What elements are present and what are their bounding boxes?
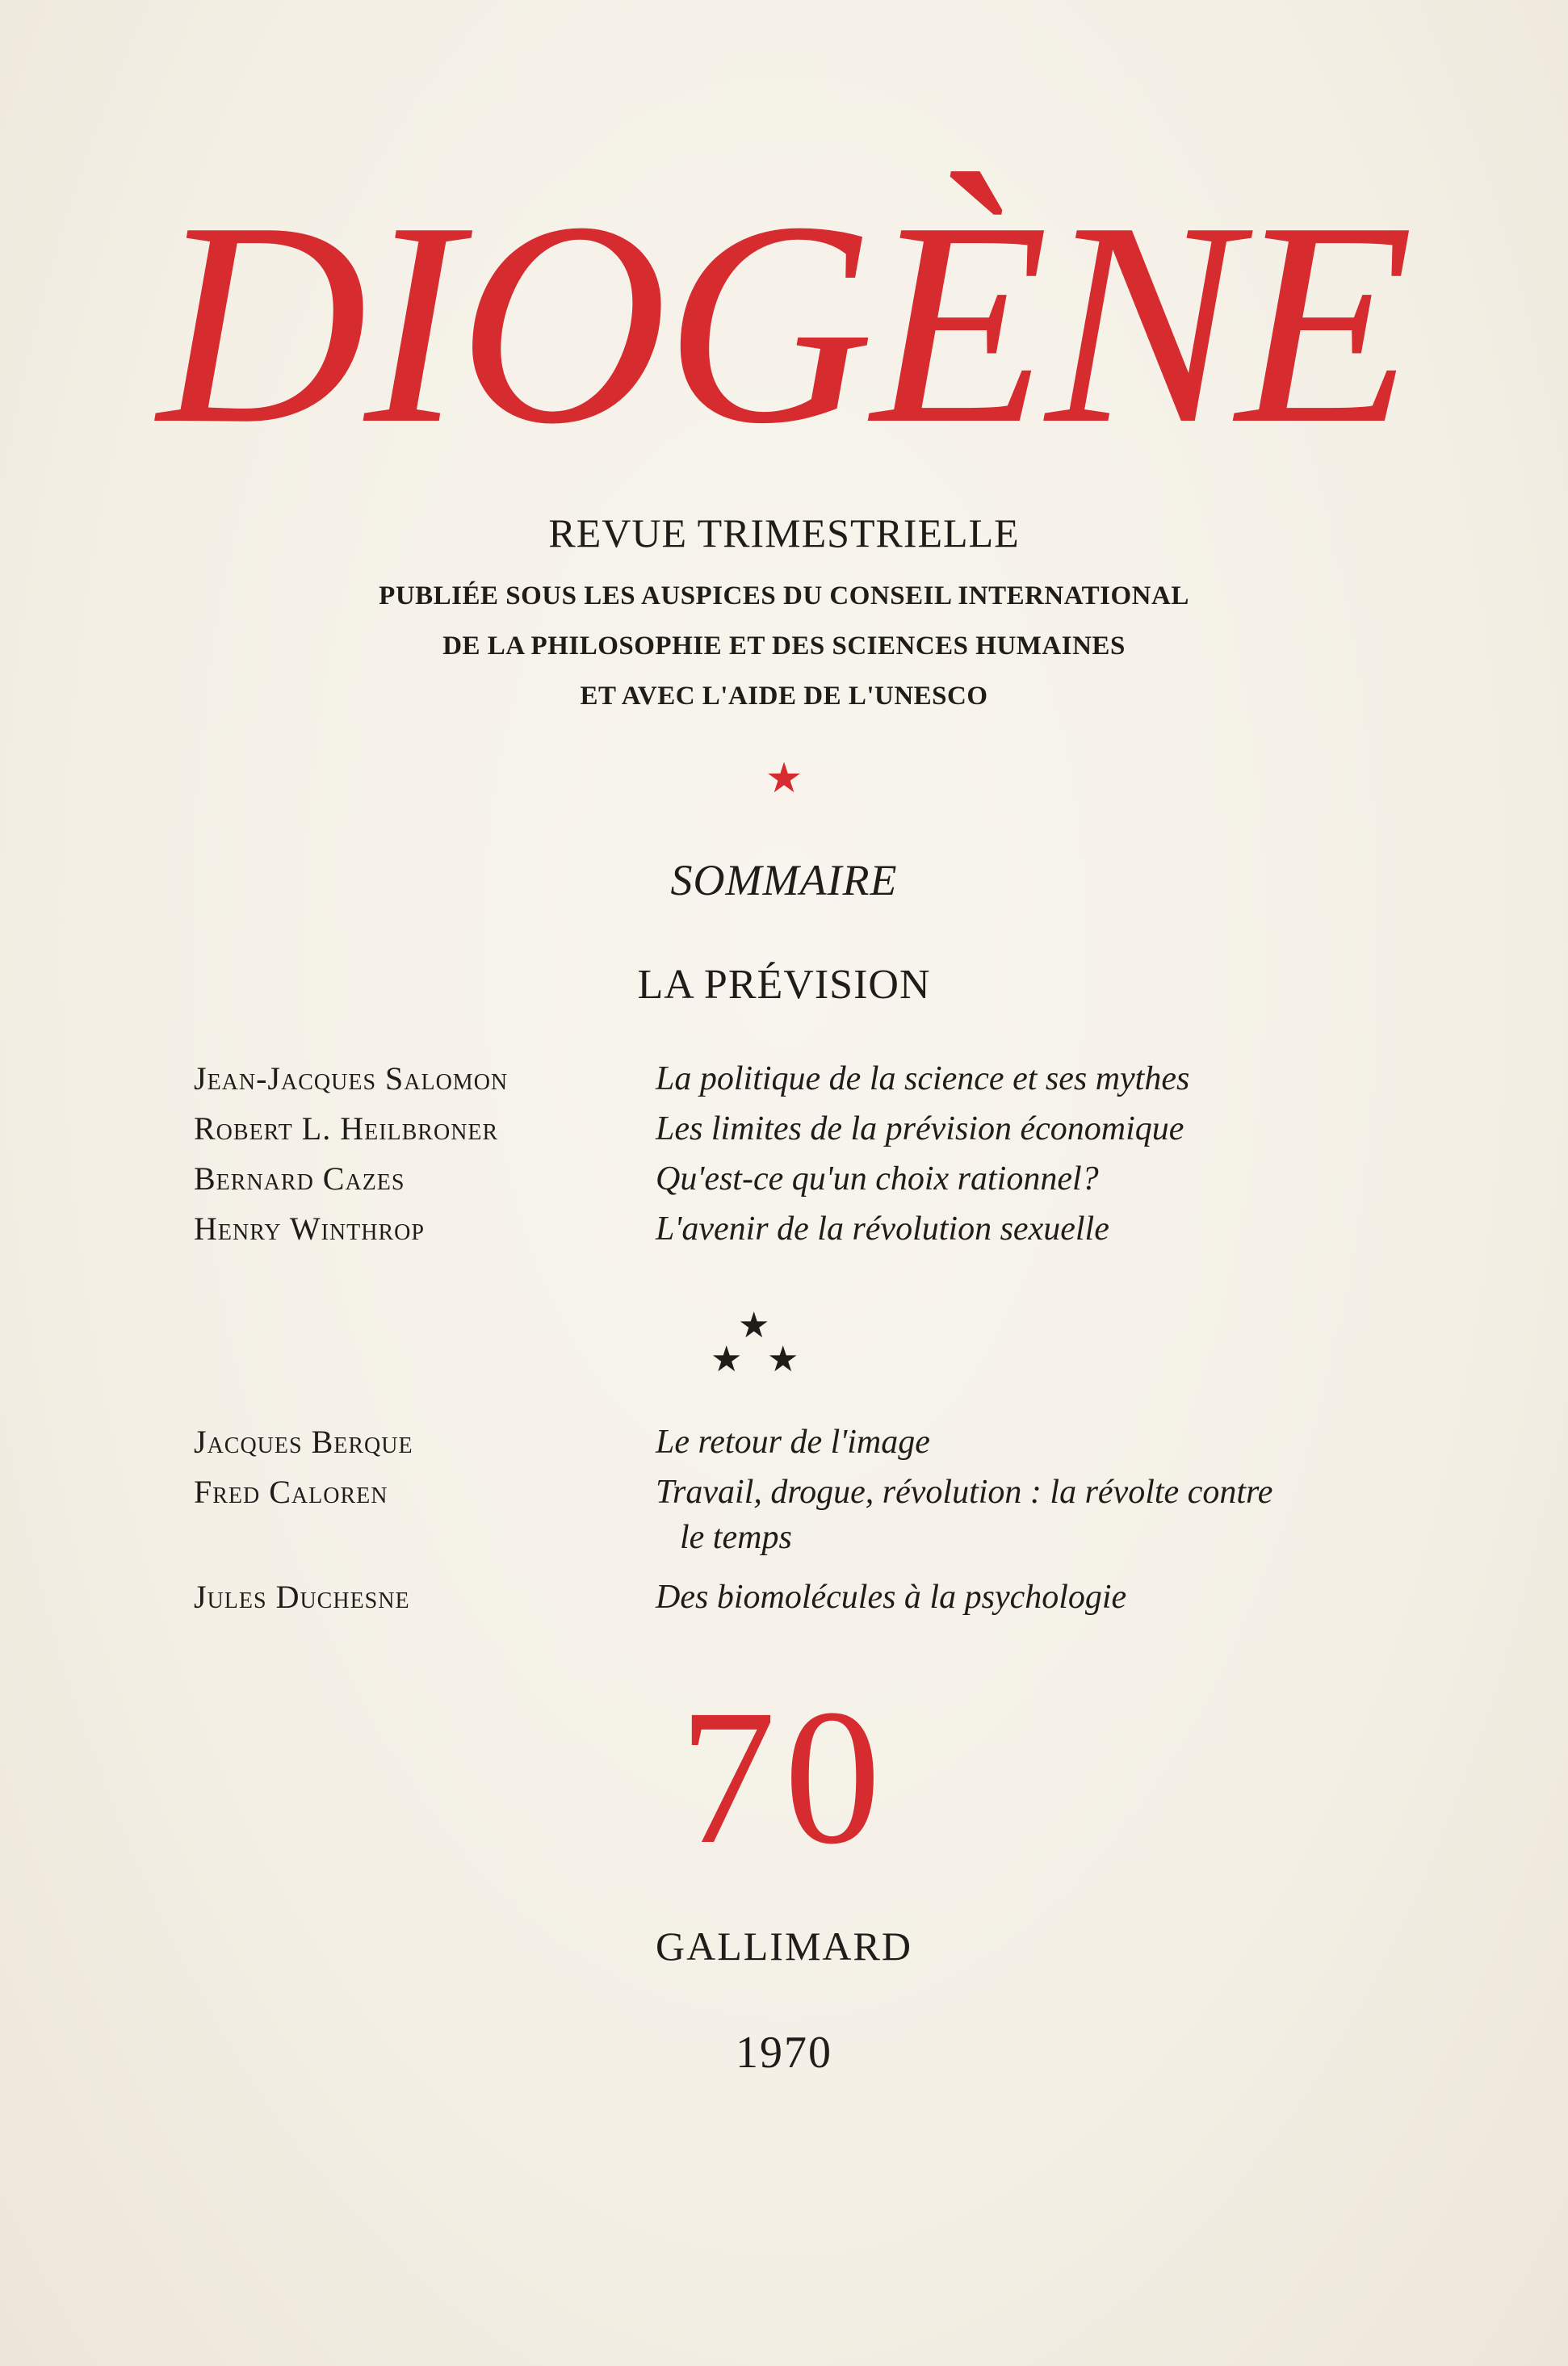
publication-year: 1970 bbox=[736, 2028, 832, 2078]
star-icon: ★ bbox=[738, 1306, 770, 1345]
toc-article-title-line: Des biomolécules à la psychologie bbox=[656, 1579, 1127, 1616]
toc-article-title bbox=[656, 1575, 1382, 1620]
toc-author: Fred Caloren bbox=[194, 1474, 388, 1510]
toc-article-title: Qu'est-ce qu'un choix rationnel? bbox=[656, 1160, 1099, 1198]
toc-author: Jacques Berque bbox=[194, 1424, 413, 1460]
issue-number: 70 bbox=[679, 1669, 889, 1884]
toc-article-title bbox=[656, 1420, 1382, 1465]
publication-info-line-3: ET AVEC L'AIDE DE L'UNESCO bbox=[580, 682, 988, 711]
toc-entry bbox=[194, 1575, 1405, 1625]
toc-author: Bernard Cazes bbox=[194, 1160, 405, 1197]
toc-article-title: Les limites de la prévision économique bbox=[656, 1110, 1184, 1147]
toc-article-title: L'avenir de la révolution sexuelle bbox=[656, 1210, 1109, 1248]
toc-article-title bbox=[656, 1470, 1382, 1560]
contents-heading: SOMMAIRE bbox=[670, 856, 898, 904]
toc-article-title-line: Le retour de l'image bbox=[656, 1424, 930, 1461]
toc-entry bbox=[194, 1106, 1405, 1156]
toc-author: Henry Winthrop bbox=[194, 1210, 425, 1247]
toc-entry bbox=[194, 1056, 1405, 1106]
issue-theme: LA PRÉVISION bbox=[637, 962, 931, 1008]
toc-article-title-continuation: le temps bbox=[680, 1519, 792, 1556]
publication-info-line-2: DE LA PHILOSOPHIE ET DES SCIENCES HUMAINES bbox=[442, 631, 1126, 661]
toc-author: Jules Duchesne bbox=[194, 1579, 410, 1615]
publication-info-line-1: PUBLIÉE SOUS LES AUSPICES DU CONSEIL INTERNATIONAL bbox=[379, 581, 1189, 610]
toc-entry bbox=[194, 1206, 1405, 1256]
magazine-subtitle: REVUE TRIMESTRIELLE bbox=[548, 510, 1020, 556]
table-of-contents-group-1 bbox=[194, 1056, 1405, 1256]
asterism-ornament bbox=[0, 1308, 1568, 1381]
magazine-title: DIOGÈNE bbox=[157, 162, 1411, 484]
star-icon: ★ bbox=[767, 1340, 799, 1379]
toc-author: Robert L. Heilbroner bbox=[194, 1110, 499, 1147]
toc-entry bbox=[194, 1156, 1405, 1206]
table-of-contents-group-2 bbox=[194, 1420, 1405, 1625]
toc-article-title-line: Travail, drogue, révolution : la révolte contre bbox=[656, 1474, 1273, 1511]
toc-article-title: La politique de la science et ses mythes bbox=[656, 1060, 1190, 1097]
publisher-name: GALLIMARD bbox=[656, 1923, 912, 1969]
toc-author: Jean-Jacques Salomon bbox=[194, 1060, 509, 1097]
star-icon: ★ bbox=[711, 1340, 743, 1379]
toc-entry bbox=[194, 1420, 1405, 1470]
star-ornament-icon: ★ bbox=[765, 756, 803, 802]
toc-entry bbox=[194, 1470, 1405, 1575]
